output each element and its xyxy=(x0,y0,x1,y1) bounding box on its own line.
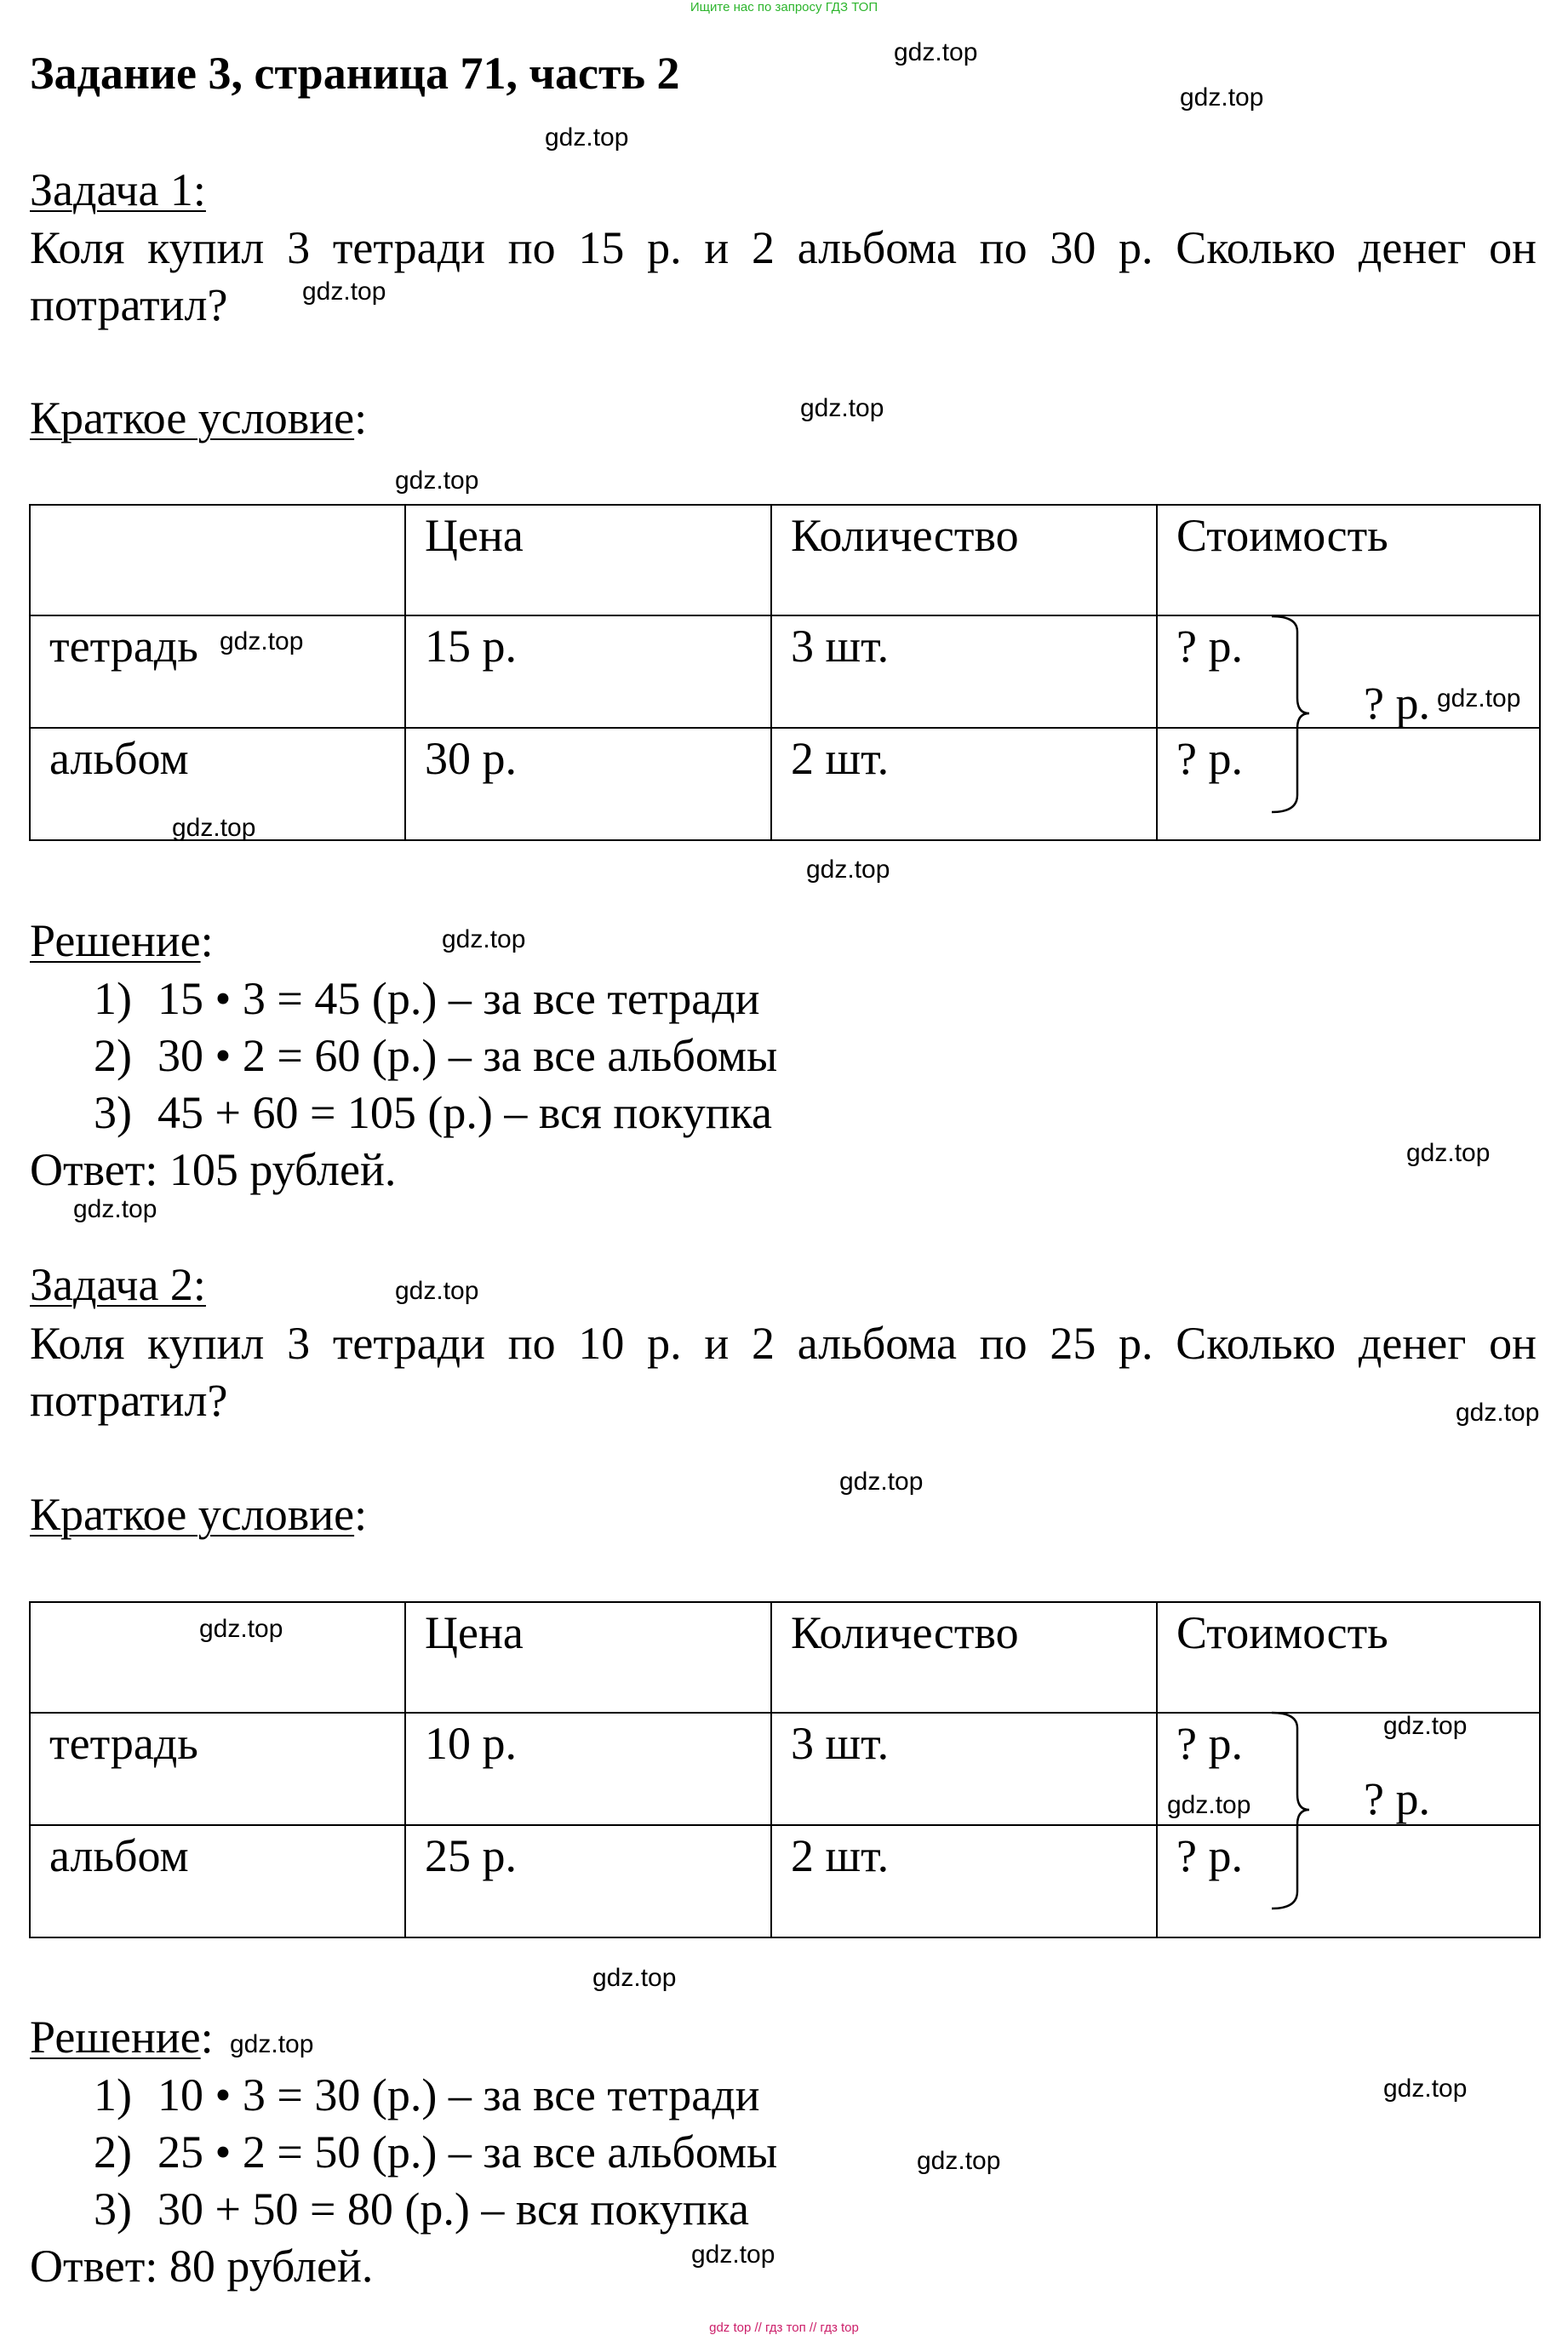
watermark: gdz.top xyxy=(691,2241,775,2269)
table-header-row xyxy=(30,505,1540,615)
table-row xyxy=(30,1713,1540,1825)
table-cell-cost: ? р. xyxy=(1157,728,1540,840)
page-title: Задание 3, страница 71, часть 2 xyxy=(30,48,680,99)
table-cell-price: 15 р. xyxy=(405,615,771,728)
table-cell-qty: 2 шт. xyxy=(771,1825,1157,1937)
task-1-short-heading-text: Краткое условие xyxy=(30,392,355,444)
watermark: gdz.top xyxy=(1437,684,1521,713)
step-number: 3) xyxy=(94,1087,132,1138)
table-cell-qty: 2 шт. xyxy=(771,728,1157,840)
watermark: gdz.top xyxy=(545,123,629,152)
table-header-cell xyxy=(30,505,405,615)
task-2-heading-text: Задача 2: xyxy=(30,1259,206,1310)
task-1-answer: Ответ: 105 рублей. xyxy=(30,1144,397,1195)
task-2-solution-heading-text: Решение xyxy=(30,2012,201,2063)
table-cell-cost: ? р. xyxy=(1157,1825,1540,1937)
table-header-cell: Стоимость xyxy=(1157,505,1540,615)
table-cell-price: 25 р. xyxy=(405,1825,771,1937)
table-header-cell: Стоимость xyxy=(1157,1602,1540,1713)
table-row xyxy=(30,1825,1540,1937)
solution-step xyxy=(94,972,760,1025)
step-text: 30 + 50 = 80 (р.) – вся покупка xyxy=(157,2183,750,2235)
step-text: 30 • 2 = 60 (р.) – за все альбомы xyxy=(157,1030,778,1081)
watermark: gdz.top xyxy=(1167,1791,1251,1819)
watermark: gdz.top xyxy=(442,925,526,953)
task-1-short-heading: Краткое условие: xyxy=(30,392,368,444)
step-number: 2) xyxy=(94,2126,132,2178)
table-header-cell: Цена xyxy=(405,505,771,615)
watermark: gdz.top xyxy=(592,1964,677,1992)
bottom-banner: gdz top // гдз топ // гдз top xyxy=(709,2321,859,2335)
task-2-condition-table xyxy=(29,1601,1541,1938)
task-2-short-heading-text: Краткое условие xyxy=(30,1489,355,1540)
watermark: gdz.top xyxy=(302,278,386,306)
table-cell-cost: ? р. xyxy=(1157,1713,1540,1825)
task-1-total-cost: ? р. xyxy=(1364,678,1430,729)
right-brace-icon xyxy=(1268,615,1311,815)
right-brace-icon xyxy=(1268,1711,1311,1911)
task-2-text: Коля купил 3 тетради по 10 р. и 2 альбома по 25 р. Сколько денег он потратил? xyxy=(30,1318,1537,1426)
solution-step xyxy=(94,2183,749,2235)
step-text: 10 • 3 = 30 (р.) – за все тетради xyxy=(157,2069,760,2120)
step-number: 2) xyxy=(94,1030,132,1081)
table-cell-item: альбом xyxy=(30,1825,405,1937)
solution-step xyxy=(94,2126,777,2178)
watermark: gdz.top xyxy=(894,38,978,66)
top-banner: Ищите нас по запросу ГДЗ ТОП xyxy=(690,0,878,14)
watermark: gdz.top xyxy=(220,627,304,655)
task-2-short-heading: Краткое условие: xyxy=(30,1489,368,1540)
watermark: gdz.top xyxy=(806,856,890,884)
watermark: gdz.top xyxy=(199,1615,283,1643)
table-cell-item: тетрадь xyxy=(30,1713,405,1825)
step-text: 15 • 3 = 45 (р.) – за все тетради xyxy=(157,973,760,1024)
solution-step xyxy=(94,2069,760,2121)
task-2-answer: Ответ: 80 рублей. xyxy=(30,2241,374,2292)
table-cell-price: 10 р. xyxy=(405,1713,771,1825)
watermark: gdz.top xyxy=(1383,1712,1468,1740)
table-cell-qty: 3 шт. xyxy=(771,1713,1157,1825)
task-1-solution-heading: Решение: xyxy=(30,915,214,966)
step-number: 1) xyxy=(94,973,132,1024)
table-row xyxy=(30,728,1540,840)
task-2-heading xyxy=(30,1258,206,1311)
table-header-cell: Количество xyxy=(771,505,1157,615)
watermark: gdz.top xyxy=(230,2030,314,2058)
watermark: gdz.top xyxy=(800,394,884,422)
table-cell-cost: ? р. xyxy=(1157,615,1540,728)
step-text: 25 • 2 = 50 (р.) – за все альбомы xyxy=(157,2126,778,2178)
table-cell-price: 30 р. xyxy=(405,728,771,840)
table-cell-item: альбом xyxy=(30,728,405,840)
watermark: gdz.top xyxy=(1180,83,1264,112)
task-1-text: Коля купил 3 тетради по 15 р. и 2 альбома по 30 р. Сколько денег он потратил? xyxy=(30,222,1537,330)
watermark: gdz.top xyxy=(1456,1399,1540,1427)
table-cell-item: тетрадь xyxy=(30,615,405,728)
task-2-total-cost: ? р. xyxy=(1364,1773,1430,1824)
task-1-condition-table xyxy=(29,504,1541,841)
watermark: gdz.top xyxy=(395,1277,479,1305)
watermark: gdz.top xyxy=(172,814,256,842)
task-1-heading-text: Задача 1: xyxy=(30,164,206,215)
watermark: gdz.top xyxy=(1406,1139,1491,1167)
watermark: gdz.top xyxy=(839,1468,924,1496)
table-header-cell: Цена xyxy=(405,1602,771,1713)
step-number: 3) xyxy=(94,2183,132,2235)
watermark: gdz.top xyxy=(1383,2075,1468,2103)
solution-step xyxy=(94,1029,777,1082)
task-1-heading xyxy=(30,163,206,216)
watermark: gdz.top xyxy=(73,1195,157,1223)
table-header-cell: Количество xyxy=(771,1602,1157,1713)
watermark: gdz.top xyxy=(395,466,479,495)
step-text: 45 + 60 = 105 (р.) – вся покупка xyxy=(157,1087,773,1138)
task-1-solution-heading-text: Решение xyxy=(30,915,201,966)
step-number: 1) xyxy=(94,2069,132,2120)
solution-step xyxy=(94,1086,772,1139)
watermark: gdz.top xyxy=(917,2147,1001,2175)
table-cell-qty: 3 шт. xyxy=(771,615,1157,728)
task-2-solution-heading: Решение: xyxy=(30,2012,214,2063)
